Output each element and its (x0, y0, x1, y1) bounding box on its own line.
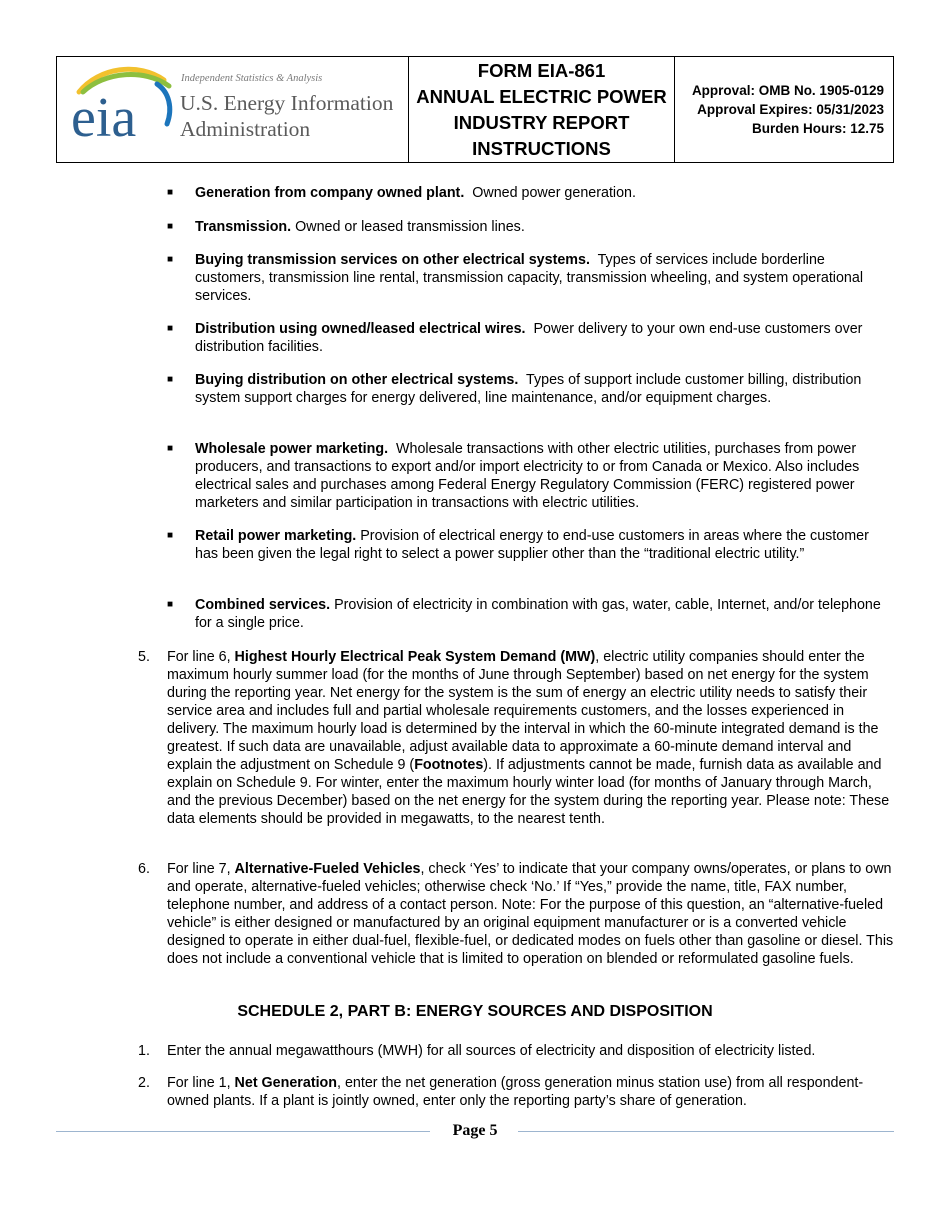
list-item: ■ Combined services. Provision of electricity in combination with gas, water, cable, Internet, and/or telephone for a single price. (167, 597, 881, 631)
list-item: ■ Buying distribution on other electrical systems. Types of support include customer billing, distribution system support charges for energy delivered, line maintenance, and/or equipment charges. (167, 372, 862, 406)
form-title: FORM EIA-861 ANNUAL ELECTRIC POWER INDUSTRY REPORT INSTRUCTIONS (409, 57, 675, 162)
agency-tagline: Independent Statistics & Analysis (181, 73, 323, 84)
instruction-item-5: 5. For line 6, Highest Hourly Electrical Peak System Demand (MW), electric utility companies should enter the maximum hourly summer load (for the months of June through September) based on net energy for the system during the reporting year. Net energy for the system is the sum of energy an electric utility needs to satisfy their service area and includes full and partial wholesale requirements customers, and the losses experienced in delivery. The maximum hourly load is determined by the interval in which the 60-minute integrated demand is the greatest. If such data are unavailable, adjust available data to approximate a 60-minute demand interval and explain the adjustment on Schedule 9 (Footnotes). If adjustments cannot be made, furnish data as available and explain on Schedule 9. For winter, enter the maximum hourly winter load (for months of January through March, and the previous December) based on the net energy for the system during the reporting year. Please note: These data elements should be provided in megawatts, to the nearest tenth. (138, 649, 890, 827)
form-header (56, 56, 894, 163)
partb-item-1: 1. Enter the annual megawatthours (MWH) for all sources of electricity and disposition of electricity listed. (138, 1043, 816, 1059)
bullet-icon: ■ (167, 254, 174, 265)
agency-name: U.S. Energy Information Administration (180, 91, 394, 141)
bullet-icon: ■ (167, 530, 174, 541)
bullet-icon: ■ (167, 187, 174, 198)
page-number: Page 5 (452, 1122, 498, 1139)
bullet-icon: ■ (167, 374, 174, 385)
list-item: ■ Wholesale power marketing. Wholesale transactions with other electric utilities, purchases from power producers, and transactions to export and/or import electricity to or from Canada or Mexico. Also includes electrical sales and purchases among Federal Energy Regulatory Commission (FERC) registered power marketers and similar participation in transactions with electric utilities. (167, 441, 860, 511)
instruction-item-6: 6. For line 7, Alternative-Fueled Vehicles, check ‘Yes’ to indicate that your company owns/operates, or plans to own and operate, alternative-fueled vehicles; otherwise check ‘No.’ If “Yes,” provide the name, title, FAX number, telephone number, and address of a contact person. Note: For the purpose of this question, an “alternative-fueled vehicle” is either designed or manufactured by an original equipment manufacturer or is a converted vehicle designed to operate in either dual-fuel, flexible-fuel, or dedicated modes on fuels other than gasoline or diesel. This does not include a conventional vehicle that is limited to operation on blended or reformulated gasoline fuels. (138, 861, 894, 967)
burden-hours: Burden Hours: 12.75 (751, 121, 884, 136)
bullet-icon: ■ (167, 221, 174, 232)
svg-text:eia: eia (71, 87, 137, 142)
omb-approval: Approval: OMB No. 1905-0129 (691, 83, 884, 98)
eia-logo-cell (57, 57, 409, 162)
list-item: ■ Buying transmission services on other electrical systems. Types of services include borderline customers, transmission line rental, transmission capacity, transmission wheeling, and system operational services. (167, 252, 864, 304)
bullet-icon: ■ (167, 599, 174, 610)
section-title: SCHEDULE 2, PART B: ENERGY SOURCES AND DISPOSITION (237, 1003, 713, 1020)
approval-info (675, 57, 893, 162)
list-item: ■ Transmission. Owned or leased transmission lines. (167, 219, 525, 235)
approval-expires: Approval Expires: 05/31/2023 (697, 102, 884, 117)
list-item: ■ Retail power marketing. Provision of electrical energy to end-use customers in areas where the customer has been given the legal right to select a power supplier other than the “traditional electric utility.” (167, 528, 869, 562)
partb-item-2: 2. For line 1, Net Generation, enter the net generation (gross generation minus station use) from all respondent-owned plants. If a plant is jointly owned, enter only the reporting party’s share of generation. (138, 1075, 864, 1109)
bullet-icon: ■ (167, 443, 174, 454)
list-item: ■ Distribution using owned/leased electrical wires. Power delivery to your own end-use customers over distribution facilities. (167, 321, 863, 355)
list-item: ■ Generation from company owned plant. Owned power generation. (167, 185, 636, 201)
bullet-icon: ■ (167, 323, 174, 334)
